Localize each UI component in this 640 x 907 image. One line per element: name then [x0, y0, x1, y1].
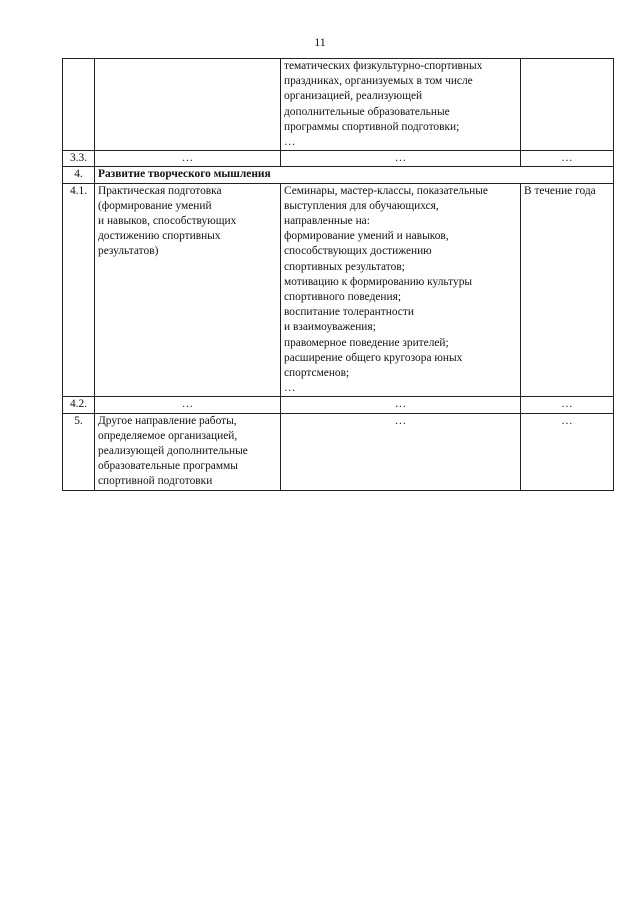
table-row-section-4 [63, 167, 614, 183]
event-line: направленные на: [284, 215, 370, 228]
direction-line: результатов) [98, 245, 159, 258]
event-line: спортивных результатов; [284, 260, 405, 273]
event-line: правомерное поведение зрителей; [284, 336, 449, 349]
event-line: программы спортивной подготовки; [284, 120, 460, 133]
direction-line: достижению спортивных [98, 230, 221, 243]
event-line: расширение общего кругозора юных [284, 351, 463, 364]
section-title: Развитие творческого мышления [95, 167, 614, 183]
cell-number: 4. [63, 167, 95, 183]
table-row-4-1 [63, 183, 614, 397]
direction-line: и навыков, способствующих [98, 215, 237, 228]
event-line: спортсменов; [284, 367, 350, 380]
event-line: воспитание толерантности [284, 306, 414, 319]
cell-event: … [281, 413, 521, 490]
cell-direction: … [95, 151, 281, 167]
cell-timing: В течение года [521, 183, 614, 397]
event-line: и взаимоуважения; [284, 321, 376, 334]
cell-event: … [281, 397, 521, 413]
sports-training-plan-table [62, 58, 614, 491]
cell-timing: … [521, 413, 614, 490]
cell-timing: … [521, 397, 614, 413]
cell-number: 3.3. [63, 151, 95, 167]
page-number: 11 [314, 35, 326, 49]
event-line: мотивацию к формированию культуры [284, 275, 473, 288]
cell-timing: … [521, 151, 614, 167]
cell-direction [95, 183, 281, 397]
event-line: способствующих достижению [284, 245, 432, 258]
event-line: … [284, 136, 296, 149]
event-line: тематических физкультурно-спортивных [284, 60, 483, 72]
event-line: … [284, 382, 296, 395]
cell-event [281, 59, 521, 151]
direction-line: реализующей дополнительные [98, 445, 248, 458]
direction-line: (формирование умений [98, 199, 212, 212]
direction-line: образовательные программы [98, 460, 238, 473]
cell-direction [95, 413, 281, 490]
cell-number: 4.1. [63, 183, 95, 397]
event-line: формирование умений и навыков, [284, 230, 449, 243]
event-line: Семинары, мастер-классы, показательные [284, 184, 488, 197]
direction-line: Практическая подготовка [98, 184, 222, 197]
direction-line: спортивной подготовки [98, 475, 213, 488]
cell-number: 5. [63, 413, 95, 490]
table-row-3-3 [63, 151, 614, 167]
cell-number: 4.2. [63, 397, 95, 413]
cell-event [281, 183, 521, 397]
event-line: праздниках, организуемых в том числе [284, 75, 473, 88]
direction-line: определяемое организацией, [98, 429, 238, 442]
event-line: дополнительные образовательные [284, 105, 450, 118]
event-line: организацией, реализующей [284, 90, 423, 103]
cell-direction: … [95, 397, 281, 413]
table-row-continuation [63, 59, 614, 151]
table-row-4-2 [63, 397, 614, 413]
direction-line: Другое направление работы, [98, 414, 237, 427]
cell-direction [95, 59, 281, 151]
event-line: выступления для обучающихся, [284, 199, 439, 212]
cell-event: … [281, 151, 521, 167]
cell-number [63, 59, 95, 151]
cell-timing [521, 59, 614, 151]
event-line: спортивного поведения; [284, 291, 402, 304]
table-row-5 [63, 413, 614, 490]
